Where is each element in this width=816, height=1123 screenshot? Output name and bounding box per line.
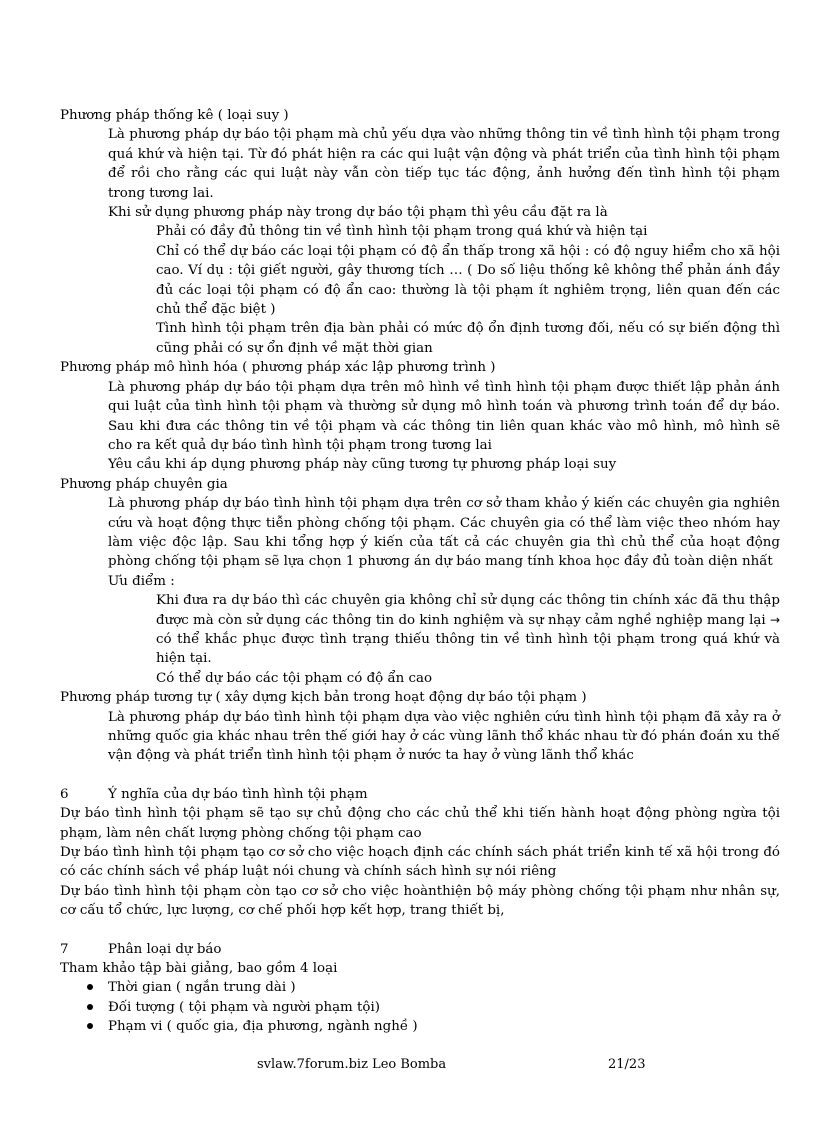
section-heading-significance xyxy=(60,785,780,804)
paragraph: Là phương pháp dự báo tình hình tội phạm dựa vào việc nghiên cứu tình hình tội phạm đã xảy ra ở những quốc gia khác nhau trên thế giới hay ở các vùng lãnh thổ khác nhau từ đó phán đoán xu thế vận động và phát triển tình hình tội phạm ở nước ta hay ở vùng lãnh thổ khác xyxy=(108,709,780,764)
heading-expert-method: Phương pháp chuyên gia xyxy=(60,476,228,492)
advantage-text: có thể khắc phục được tình trạng thiếu thông tin về tình hình tội phạm trong quá khứ và hiện tại. xyxy=(156,631,780,667)
section-number: 7 xyxy=(60,941,69,957)
advantage-item: Có thể dự báo các tội phạm có độ ẩn cao xyxy=(156,670,433,686)
paragraph: Dự báo tình hình tội phạm còn tạo cơ sở cho việc hoànthiện bộ máy phòng chống tội phạm như nhân sự, cơ cấu tổ chức, lực lượng, cơ chế phối hợp kết hợp, trang thiết bị, xyxy=(60,883,780,919)
paragraph: Là phương pháp dự báo tình hình tội phạm dựa trên cơ sở tham khảo ý kiến các chuyên gia nghiên cứu và hoạt động thực tiễn phòng chống tội phạm. Các chuyên gia có thể làm việc theo nhóm hay làm việc độc lập. Sau khi tổng hợp ý kiến của tất cả các chuyên gia thì chủ thể của hoạt động phòng chống tội phạm sẽ lựa chọn 1 phương án dự báo mang tính khoa học đầy đủ toàn diện nhất xyxy=(108,496,780,570)
paragraph: Yêu cầu khi áp dụng phương pháp này cũng tương tự phương pháp loại suy xyxy=(108,457,617,473)
section-title: Ý nghĩa của dự báo tình hình tội phạm xyxy=(108,786,368,802)
advantage-item xyxy=(60,591,780,669)
requirement-item: Tình hình tội phạm trên địa bàn phải có mức độ ổn định tương đối, nếu có sự biến động thì cũng phải có sự ổn định về mặt thời gian xyxy=(156,321,780,356)
page-content xyxy=(60,106,780,1037)
arrow-right-icon: → xyxy=(769,612,780,627)
paragraph: Là phương pháp dự báo tội phạm dựa trên mô hình về tình hình tội phạm được thiết lập phản ánh qui luật của tình hình tội phạm và thường sử dụng mô hình toán và phương trình toán để dự báo. Sau khi đưa các thông tin về tội phạm và các thông tin liên quan khác vào mô hình, mô hình sẽ cho ra kết quả dự báo tình hình tội phạm trong tương lai xyxy=(108,379,780,453)
section-number: 6 xyxy=(60,786,69,802)
section-heading-classification xyxy=(60,940,780,959)
list-item: Đối tượng ( tội phạm và người phạm tội) xyxy=(84,998,780,1017)
advantages-label: Ưu điểm : xyxy=(108,573,175,589)
spacer xyxy=(60,921,780,940)
paragraph: Dự báo tình hình tội phạm tạo cơ sở cho việc hoạch định các chính sách phát triển kinh tế xã hội trong đó có các chính sách về pháp luật nói chung và chính sách hình sự nói riêng xyxy=(60,845,780,880)
advantage-text: Khi đưa ra dự báo thì các chuyên gia không chỉ sử dụng các thông tin chính xác đã thu thập được mà còn sử dụng các thông tin do kinh nghiệm và sự nhạy cảm nghề nghiệp mang lại xyxy=(156,593,780,628)
paragraph: Khi sử dụng phương pháp này trong dự báo tội phạm thì yêu cầu đặt ra là xyxy=(108,205,608,221)
list-item: Phạm vi ( quốc gia, địa phương, ngành nghề ) xyxy=(84,1017,780,1036)
heading-statistical-method: Phương pháp thống kê ( loại suy ) xyxy=(60,108,289,123)
bullet-list xyxy=(60,978,780,1036)
page-number: 21/23 xyxy=(608,1057,646,1072)
spacer xyxy=(60,766,780,785)
requirement-item: Chỉ có thể dự báo các loại tội phạm có độ ẩn thấp trong xã hội : có độ nguy hiểm cho xã hội cao. Ví dụ : tội giết người, gây thương tích … ( Do số liệu thống kê không thể phản ánh đầy đủ các loại tội phạm có độ ẩn cao: thường là tội phạm ít nghiêm trọng, liên quan đến các chủ thể đặc biệt ) xyxy=(156,243,780,318)
heading-modeling-method: Phương pháp mô hình hóa ( phương pháp xác lập phương trình ) xyxy=(60,360,496,376)
footer-source: svlaw.7forum.biz Leo Bomba xyxy=(257,1057,447,1072)
heading-analogy-method: Phương pháp tương tự ( xây dựng kịch bản trong hoạt động dự báo tội phạm ) xyxy=(60,690,587,706)
paragraph: Tham khảo tập bài giảng, bao gồm 4 loại xyxy=(60,961,338,977)
requirement-item: Phải có đầy đủ thông tin về tình hình tội phạm trong quá khứ và hiện tại xyxy=(156,224,648,240)
paragraph: Dự báo tình hình tội phạm sẽ tạo sự chủ động cho các chủ thể khi tiến hành hoạt động phòng ngừa tội phạm, làm nên chất lượng phòng chống tội phạm cao xyxy=(60,806,780,841)
list-item: Thời gian ( ngắn trung dài ) xyxy=(84,978,780,997)
paragraph: Là phương pháp dự báo tội phạm mà chủ yếu dựa vào những thông tin về tình hình tội phạm trong quá khứ và hiện tại. Từ đó phát hiện ra các qui luật vận động và phát triển của tình hình tội phạm để rồi cho rằng các qui luật này vẫn còn tiếp tục tác động, ảnh hưởng đến tình hình tội phạm trong tương lai. xyxy=(108,127,780,201)
section-title: Phân loại dự báo xyxy=(108,941,222,957)
